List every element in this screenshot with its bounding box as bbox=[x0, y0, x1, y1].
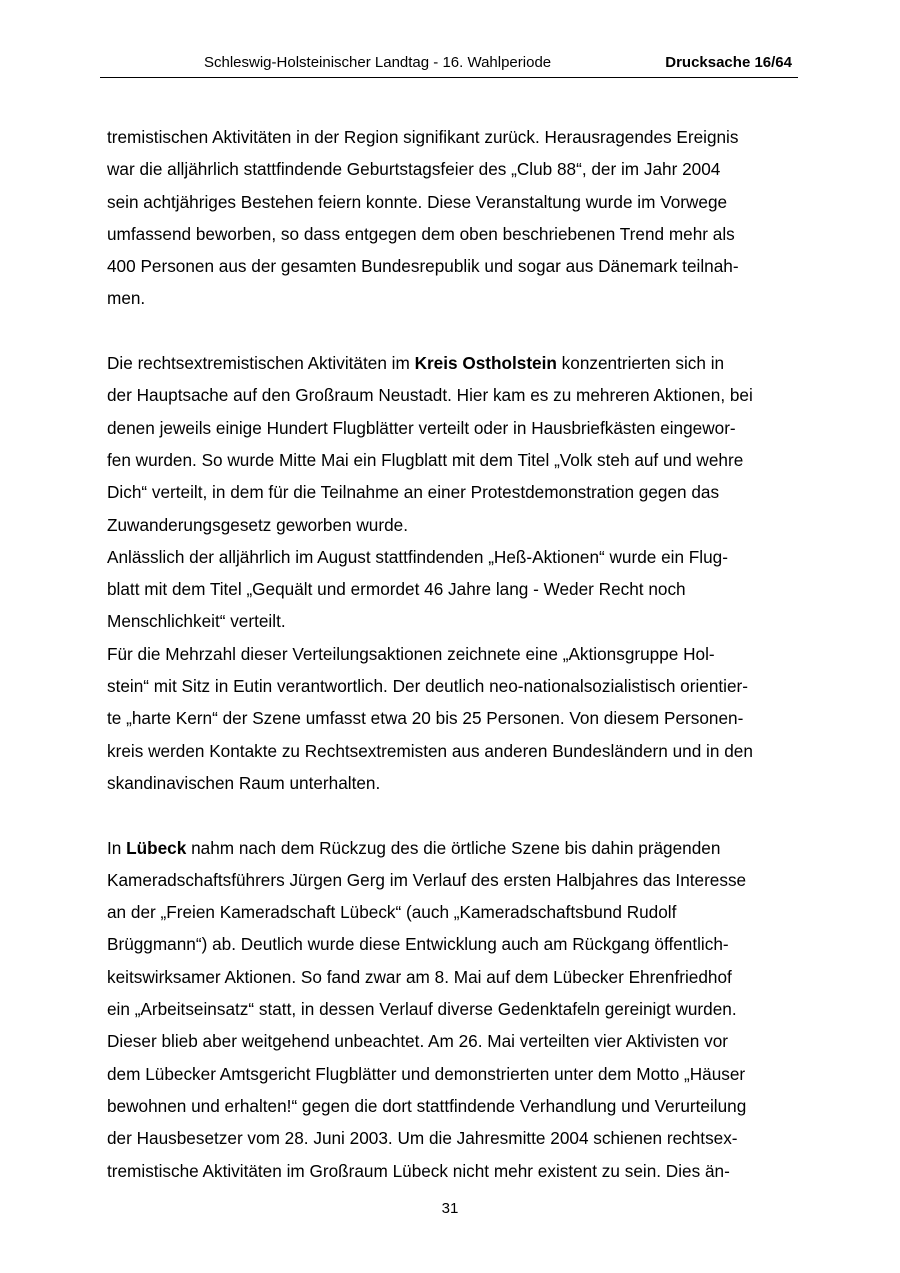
text-line: war die alljährlich stattfindende Geburtstagsfeier des „Club 88“, der im Jahr 2004 bbox=[107, 159, 721, 180]
text-line bbox=[107, 347, 797, 379]
text-line: denen jeweils einige Hundert Flugblätter verteilt oder in Hausbriefkästen eingewor- bbox=[107, 417, 736, 438]
text-line: Kameradschaftsführers Jürgen Gerg im Verlauf des ersten Halbjahres das Interesse bbox=[107, 869, 747, 890]
text-line: Dich“ verteilt, in dem für die Teilnahme an einer Protestdemonstration gegen das bbox=[107, 482, 720, 503]
bold-term-kreis-ostholstein: Kreis Ostholstein bbox=[414, 353, 557, 374]
text-line: Anlässlich der alljährlich im August stattfindenden „Heß-Aktionen“ wurde ein Flug- bbox=[107, 546, 728, 567]
text-line: fen wurden. So wurde Mitte Mai ein Flugblatt mit dem Titel „Volk steh auf und wehre bbox=[107, 449, 744, 470]
text-line: kreis werden Kontakte zu Rechtsextremisten aus anderen Bundesländern und in den bbox=[107, 740, 753, 761]
text-line: stein“ mit Sitz in Eutin verantwortlich. Der deutlich neo-nationalsozialistisch orientier- bbox=[107, 676, 748, 697]
text-line: te „harte Kern“ der Szene umfasst etwa 20 bis 25 Personen. Von diesem Personen- bbox=[107, 708, 744, 729]
text-line: blatt mit dem Titel „Gequält und ermordet 46 Jahre lang - Weder Recht noch bbox=[107, 579, 686, 600]
paragraph-club-88 bbox=[107, 121, 797, 315]
text-line: der Hausbesetzer vom 28. Juni 2003. Um die Jahresmitte 2004 schienen rechtsex- bbox=[107, 1128, 738, 1149]
header-title: Schleswig-Holsteinischer Landtag - 16. Wahlperiode bbox=[204, 54, 552, 71]
header-divider bbox=[100, 77, 798, 78]
text-line bbox=[107, 832, 797, 864]
text-line: 400 Personen aus der gesamten Bundesrepublik und sogar aus Dänemark teilnah- bbox=[107, 256, 739, 277]
paragraph-spacer bbox=[107, 315, 797, 347]
text-line: tremistische Aktivitäten im Großraum Lübeck nicht mehr existent zu sein. Dies än- bbox=[107, 1160, 730, 1181]
text-run: nahm nach dem Rückzug des die örtliche Szene bis dahin prägenden bbox=[186, 837, 721, 858]
text-line: skandinavischen Raum unterhalten. bbox=[107, 772, 381, 793]
text-run: konzentrierten sich in bbox=[556, 353, 725, 374]
text-line: Zuwanderungsgesetz geworben wurde. bbox=[107, 514, 408, 535]
text-line: keitswirksamer Aktionen. So fand zwar am 8. Mai auf dem Lübecker Ehrenfriedhof bbox=[107, 966, 732, 987]
text-line: umfassend beworben, so dass entgegen dem oben beschriebenen Trend mehr als bbox=[107, 223, 735, 244]
text-line: tremistischen Aktivitäten in der Region signifikant zurück. Herausragendes Ereignis bbox=[107, 127, 739, 147]
text-line: an der „Freien Kameradschaft Lübeck“ (auch „Kameradschaftsbund Rudolf bbox=[107, 902, 677, 923]
page-header bbox=[100, 51, 798, 75]
text-line: Für die Mehrzahl dieser Verteilungsaktionen zeichnete eine „Aktionsgruppe Hol- bbox=[107, 643, 715, 664]
text-line: Dieser blieb aber weitgehend unbeachtet. Am 26. Mai verteilten vier Aktivisten vor bbox=[107, 1031, 728, 1052]
text-line: dem Lübecker Amtsgericht Flugblätter und demonstrierten unter dem Motto „Häuser bbox=[107, 1063, 746, 1084]
text-line: der Hauptsache auf den Großraum Neustadt. Hier kam es zu mehreren Aktionen, bei bbox=[107, 385, 753, 406]
text-run: In bbox=[107, 837, 127, 858]
text-line: sein achtjähriges Bestehen feiern konnte. Diese Veranstaltung wurde im Vorwege bbox=[107, 191, 728, 212]
text-line: ein „Arbeitseinsatz“ statt, in dessen Verlauf diverse Gedenktafeln gereinigt wurden. bbox=[107, 999, 737, 1020]
text-line: men. bbox=[107, 288, 146, 309]
text-line: Menschlichkeit“ verteilt. bbox=[107, 611, 286, 632]
text-run: Die rechtsextremistischen Aktivitäten im bbox=[107, 353, 415, 374]
paragraph-luebeck bbox=[107, 832, 797, 1187]
paragraph-spacer bbox=[107, 799, 797, 831]
paragraph-kreis-ostholstein bbox=[107, 347, 797, 799]
page-number: 31 bbox=[441, 1200, 459, 1217]
document-number: Drucksache 16/64 bbox=[665, 54, 792, 71]
document-body bbox=[107, 121, 797, 1187]
text-line: bewohnen und erhalten!“ gegen die dort stattfindende Verhandlung und Verurteilung bbox=[107, 1095, 747, 1116]
text-line: Brüggmann“) ab. Deutlich wurde diese Entwicklung auch am Rückgang öffentlich- bbox=[107, 934, 729, 955]
bold-term-luebeck: Lübeck bbox=[126, 837, 187, 858]
